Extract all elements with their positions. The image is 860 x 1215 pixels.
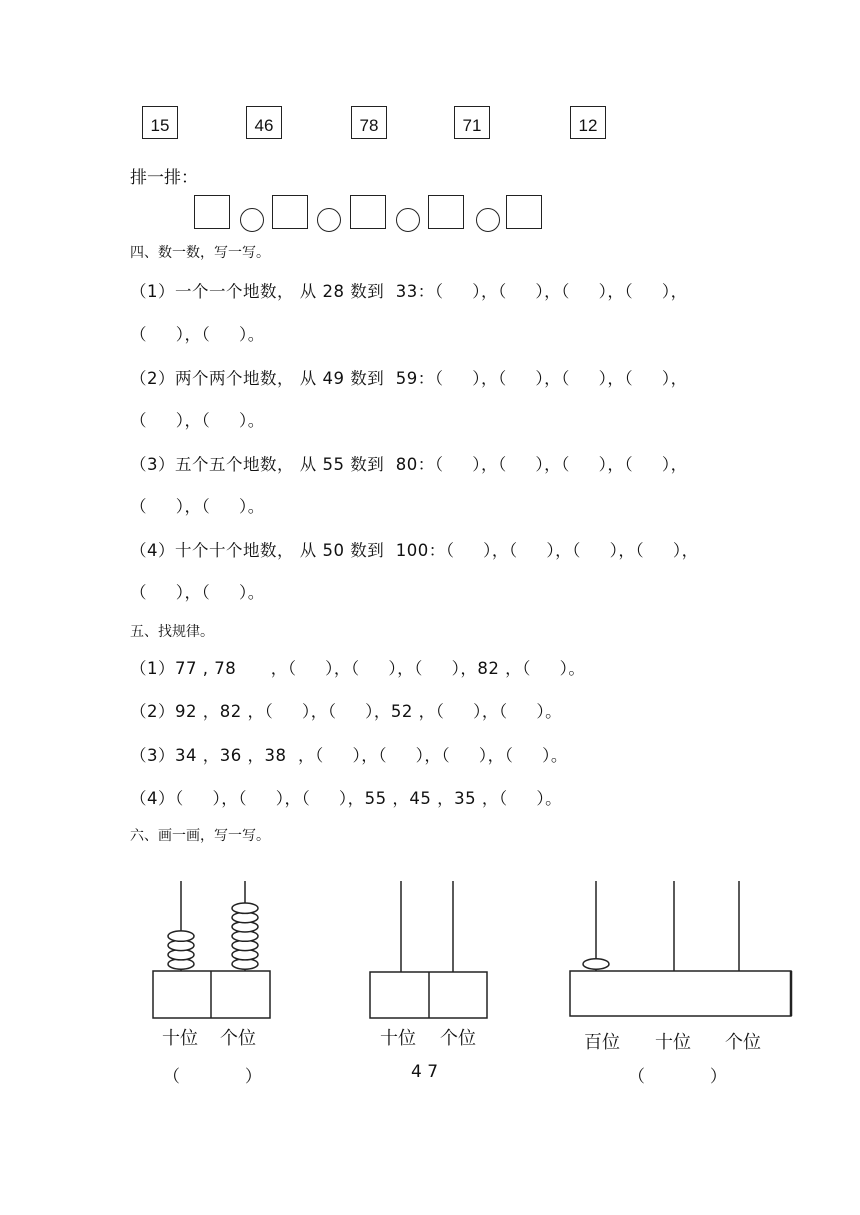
exercise-line: （ ），（ ）。 bbox=[130, 497, 265, 516]
tens-bead bbox=[168, 959, 194, 969]
tens-label: 十位 bbox=[655, 1032, 691, 1053]
hundreds-bead bbox=[583, 959, 609, 969]
number-text: 12 bbox=[578, 116, 598, 135]
answer-box[interactable] bbox=[272, 195, 308, 229]
number-box bbox=[351, 106, 387, 139]
tens-label: 十位 bbox=[380, 1028, 416, 1049]
number-text: 46 bbox=[254, 116, 274, 135]
answer-box[interactable] bbox=[194, 195, 230, 229]
number-box bbox=[570, 106, 606, 139]
hundreds-label: 百位 bbox=[584, 1032, 620, 1053]
ones-bead bbox=[232, 931, 258, 941]
compare-circle[interactable] bbox=[476, 208, 500, 232]
number-text: 78 bbox=[359, 116, 379, 135]
number-text: 15 bbox=[150, 116, 170, 135]
ones-bead bbox=[232, 922, 258, 932]
tens-bead bbox=[168, 950, 194, 960]
answer-box[interactable] bbox=[428, 195, 464, 229]
exercise-line: （2）92 ，82 ，（ ），（ ），52 ，（ ），（ ）。 bbox=[130, 702, 563, 721]
abacus-2 bbox=[370, 881, 487, 1018]
section-heading: 五、找规律。 bbox=[130, 624, 214, 640]
answer-blank[interactable]: （ ） bbox=[163, 1067, 262, 1087]
ones-bead bbox=[232, 950, 258, 960]
compare-circle[interactable] bbox=[396, 208, 420, 232]
ones-bead bbox=[232, 912, 258, 922]
number-box bbox=[142, 106, 178, 139]
exercise-line: （ ），（ ）。 bbox=[130, 411, 265, 430]
ones-bead bbox=[232, 959, 258, 969]
answer-box[interactable] bbox=[350, 195, 386, 229]
ones-label: 个位 bbox=[220, 1028, 256, 1049]
exercise-line: （ ），（ ）。 bbox=[130, 583, 265, 602]
exercise-line: （2）两个两个地数， 从 49 数到 59：（ ），（ ），（ ），（ ）， bbox=[130, 369, 688, 388]
arrange-label: 排一排： bbox=[130, 168, 198, 188]
ones-label: 个位 bbox=[725, 1032, 761, 1053]
number-box bbox=[246, 106, 282, 139]
tens-bead bbox=[168, 931, 194, 941]
ones-bead bbox=[232, 903, 258, 913]
number-text: 71 bbox=[462, 116, 482, 135]
place-value-board bbox=[570, 971, 791, 1016]
abacus-3 bbox=[570, 881, 791, 1016]
exercise-line: （4）十个十个地数， 从 50 数到 100：（ ），（ ），（ ），（ ）， bbox=[130, 541, 699, 560]
place-value-board bbox=[153, 971, 270, 1018]
exercise-line: （3）34 ，36 ，38 ，（ ），（ ），（ ），（ ）。 bbox=[130, 746, 568, 765]
section-heading: 六、画一画，写一写。 bbox=[130, 828, 270, 844]
ones-bead bbox=[232, 940, 258, 950]
compare-circle[interactable] bbox=[317, 208, 341, 232]
number-box bbox=[454, 106, 490, 139]
given-number: 4 7 bbox=[411, 1062, 439, 1082]
tens-bead bbox=[168, 940, 194, 950]
exercise-line: （1）一个一个地数， 从 28 数到 33：（ ），（ ），（ ），（ ）， bbox=[130, 282, 688, 301]
place-value-board bbox=[370, 972, 487, 1018]
answer-box[interactable] bbox=[506, 195, 542, 229]
exercise-line: （ ），（ ）。 bbox=[130, 325, 265, 344]
ones-label: 个位 bbox=[440, 1028, 476, 1049]
exercise-line: （4）（ ），（ ），（ ），55 ，45 ，35 ，（ ）。 bbox=[130, 789, 563, 808]
section-heading: 四、数一数，写一写。 bbox=[130, 245, 270, 261]
exercise-line: （1）77 , 78 ，（ ），（ ），（ ），82 ，（ ）。 bbox=[130, 659, 586, 678]
answer-blank[interactable]: （ ） bbox=[628, 1067, 727, 1087]
exercise-line: （3）五个五个地数， 从 55 数到 80：（ ），（ ），（ ），（ ）， bbox=[130, 455, 688, 474]
tens-label: 十位 bbox=[162, 1028, 198, 1049]
compare-circle[interactable] bbox=[240, 208, 264, 232]
abacus-1 bbox=[153, 881, 270, 1018]
